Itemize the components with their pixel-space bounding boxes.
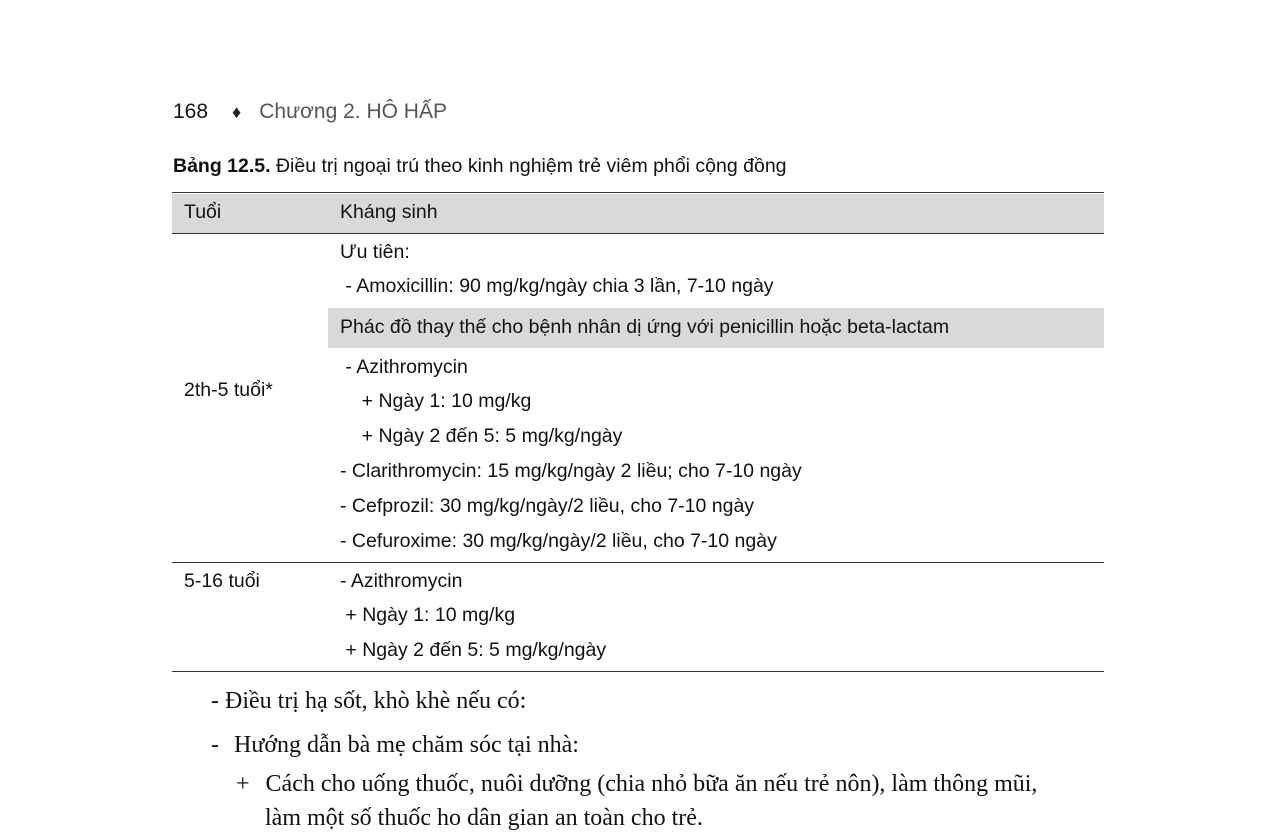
medication-text: Cách cho uống thuốc, nuôi dưỡng (chia nhỏ bữa ăn nếu trẻ nôn), làm thông mũi, (265, 771, 1038, 797)
diamond-icon: ♦ (232, 101, 242, 122)
table-bottom-rule (172, 671, 1104, 672)
chapter-title: Chương 2. HÔ HẤP (259, 100, 447, 123)
table-header-row (172, 194, 1104, 234)
home-care-text: Hướng dẫn bà mẹ chăm sóc tại nhà: (234, 732, 579, 758)
regimen-line: - Amoxicillin: 90 mg/kg/ngày chia 3 lần, 7-10 ngày (340, 275, 774, 297)
body-line-home-care (211, 730, 579, 760)
regimen-line: - Azithromycin (340, 356, 468, 378)
page-number: 168 (173, 100, 209, 123)
group-divider-rule (172, 562, 1104, 563)
regimen-line: - Cefuroxime: 30 mg/kg/ngày/2 liều, cho 7-10 ngày (340, 530, 777, 552)
table-caption-text: Điều trị ngoại trú theo kinh nghiệm trẻ viêm phổi cộng đồng (270, 155, 787, 177)
body-line-remedies: làm một số thuốc ho dân gian an toàn cho trẻ. (265, 805, 703, 831)
regimen-line: Phác đồ thay thế cho bệnh nhân dị ứng với penicillin hoặc beta-lactam (340, 316, 950, 338)
age-group-2: 5-16 tuổi (184, 570, 260, 592)
header-age: Tuổi (184, 201, 222, 223)
regimen-line: - Cefprozil: 30 mg/kg/ngày/2 liều, cho 7-10 ngày (340, 495, 755, 517)
regimen-line: + Ngày 2 đến 5: 5 mg/kg/ngày (340, 639, 607, 661)
bullet-plus: + (236, 771, 250, 797)
table-top-rule (172, 192, 1104, 193)
table-header-rule (172, 233, 1104, 234)
body-line-antipyretic: - Điều trị hạ sốt, khò khè nếu có: (211, 688, 527, 714)
regimen-line: - Azithromycin (340, 570, 463, 592)
age-group-1: 2th-5 tuổi* (184, 379, 273, 401)
table-caption (173, 155, 787, 178)
bullet-dash: - (211, 732, 219, 758)
header-antibiotic: Kháng sinh (340, 201, 438, 223)
regimen-line: + Ngày 1: 10 mg/kg (340, 604, 516, 626)
regimen-line: + Ngày 2 đến 5: 5 mg/kg/ngày (340, 425, 623, 447)
table-caption-label: Bảng 12.5. (173, 155, 271, 177)
running-header (173, 100, 447, 124)
treatment-table (172, 192, 1104, 674)
regimen-line: Ưu tiên: (340, 241, 410, 263)
regimen-line: - Clarithromycin: 15 mg/kg/ngày 2 liều; cho 7-10 ngày (340, 460, 802, 482)
regimen-line: + Ngày 1: 10 mg/kg (340, 390, 532, 412)
body-line-medication (236, 769, 1037, 799)
